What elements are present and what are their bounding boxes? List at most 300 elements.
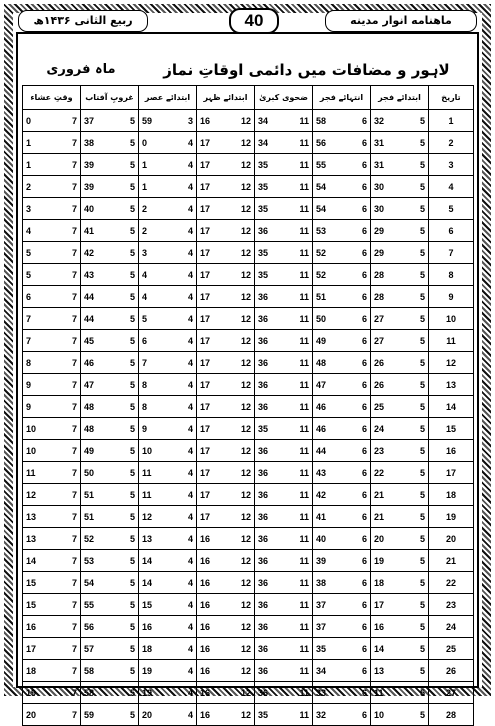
time-cell — [139, 352, 197, 374]
hour-value: 7 — [71, 379, 77, 390]
issue-label: ربیع الثانی ۱۴۳۶ھ — [18, 10, 148, 32]
minute-value: 44 — [84, 291, 95, 302]
date-cell: 6 — [429, 220, 474, 242]
hour-value: 5 — [129, 379, 135, 390]
col-header-isha: وقتِ عشاء — [23, 86, 81, 110]
minute-value: 53 — [316, 225, 327, 236]
hour-value: 12 — [240, 423, 251, 434]
hour-value: 11 — [299, 401, 309, 412]
page-title: لاہور و مضافات میں دائمی اوقاتِ نماز — [163, 61, 450, 79]
hour-value: 5 — [419, 709, 425, 720]
hour-value: 7 — [71, 357, 77, 368]
minute-value: 23 — [374, 445, 385, 456]
time-cell — [23, 330, 81, 352]
minute-value: 19 — [26, 687, 37, 698]
time-cell — [23, 264, 81, 286]
minute-value: 1 — [26, 159, 32, 170]
table-row — [23, 462, 474, 484]
hour-value: 5 — [419, 335, 425, 346]
hour-value: 5 — [419, 687, 425, 698]
minute-value: 39 — [84, 181, 95, 192]
date-cell: 27 — [429, 682, 474, 704]
table-row — [23, 242, 474, 264]
minute-value: 11 — [374, 687, 384, 698]
time-cell — [313, 176, 371, 198]
time-cell — [139, 682, 197, 704]
minute-value: 41 — [84, 225, 95, 236]
minute-value: 16 — [200, 555, 211, 566]
time-cell — [313, 418, 371, 440]
hour-value: 12 — [240, 203, 251, 214]
hour-value: 6 — [361, 687, 367, 698]
time-cell — [23, 638, 81, 660]
minute-value: 17 — [200, 159, 211, 170]
minute-value: 17 — [200, 511, 211, 522]
hour-value: 12 — [240, 115, 251, 126]
hour-value: 6 — [361, 357, 367, 368]
minute-value: 32 — [316, 709, 327, 720]
time-cell — [197, 330, 255, 352]
minute-value: 36 — [258, 621, 269, 632]
col-header-fajr-start: ابتدائے فجر — [371, 86, 429, 110]
time-cell — [23, 616, 81, 638]
hour-value: 5 — [419, 247, 425, 258]
time-cell — [313, 154, 371, 176]
minute-value: 1 — [26, 137, 32, 148]
minute-value: 45 — [84, 335, 95, 346]
hour-value: 12 — [240, 599, 251, 610]
date-cell: 12 — [429, 352, 474, 374]
minute-value: 58 — [84, 665, 95, 676]
minute-value: 9 — [26, 401, 32, 412]
hour-value: 11 — [299, 423, 309, 434]
hour-value: 5 — [129, 533, 135, 544]
time-cell — [23, 176, 81, 198]
minute-value: 17 — [200, 335, 211, 346]
minute-value: 17 — [200, 313, 211, 324]
table-row — [23, 286, 474, 308]
time-cell — [255, 418, 313, 440]
hour-value: 4 — [187, 489, 193, 500]
hour-value: 11 — [299, 225, 309, 236]
hour-value: 12 — [240, 533, 251, 544]
hour-value: 4 — [187, 467, 193, 478]
time-cell — [23, 110, 81, 132]
time-cell — [255, 110, 313, 132]
time-cell — [255, 308, 313, 330]
minute-value: 30 — [374, 203, 385, 214]
hour-value: 12 — [240, 181, 251, 192]
page-header — [16, 8, 479, 34]
hour-value: 11 — [299, 467, 309, 478]
time-cell — [255, 550, 313, 572]
time-cell — [81, 110, 139, 132]
hour-value: 5 — [419, 577, 425, 588]
time-cell — [23, 462, 81, 484]
table-row — [23, 484, 474, 506]
time-cell — [313, 264, 371, 286]
time-cell — [23, 242, 81, 264]
hour-value: 5 — [129, 401, 135, 412]
hour-value: 5 — [129, 555, 135, 566]
time-cell — [197, 308, 255, 330]
table-row — [23, 220, 474, 242]
minute-value: 36 — [258, 687, 269, 698]
time-cell — [255, 660, 313, 682]
minute-value: 20 — [142, 709, 153, 720]
time-cell — [23, 154, 81, 176]
time-cell — [371, 506, 429, 528]
date-cell: 5 — [429, 198, 474, 220]
minute-value: 55 — [84, 599, 95, 610]
table-row — [23, 264, 474, 286]
hour-value: 11 — [299, 621, 309, 632]
hour-value: 5 — [129, 687, 135, 698]
time-cell — [313, 660, 371, 682]
hour-value: 5 — [129, 489, 135, 500]
hour-value: 6 — [361, 203, 367, 214]
minute-value: 36 — [258, 533, 269, 544]
minute-value: 36 — [258, 467, 269, 478]
hour-value: 5 — [419, 401, 425, 412]
hour-value: 5 — [129, 643, 135, 654]
hour-value: 12 — [240, 335, 251, 346]
minute-value: 13 — [142, 533, 153, 544]
minute-value: 20 — [374, 533, 385, 544]
hour-value: 6 — [361, 115, 367, 126]
hour-value: 7 — [71, 467, 77, 478]
hour-value: 11 — [299, 269, 309, 280]
time-cell — [81, 660, 139, 682]
minute-value: 17 — [200, 291, 211, 302]
time-cell — [313, 616, 371, 638]
time-cell — [371, 660, 429, 682]
hour-value: 4 — [187, 401, 193, 412]
minute-value: 42 — [84, 247, 95, 258]
time-cell — [255, 374, 313, 396]
minute-value: 19 — [142, 665, 153, 676]
hour-value: 6 — [361, 423, 367, 434]
hour-value: 4 — [187, 313, 193, 324]
hour-value: 7 — [71, 533, 77, 544]
hour-value: 4 — [187, 643, 193, 654]
time-cell — [371, 198, 429, 220]
minute-value: 46 — [316, 423, 327, 434]
hour-value: 4 — [187, 533, 193, 544]
hour-value: 6 — [361, 379, 367, 390]
time-cell — [371, 484, 429, 506]
minute-value: 35 — [258, 247, 269, 258]
minute-value: 54 — [316, 181, 327, 192]
hour-value: 5 — [419, 291, 425, 302]
hour-value: 11 — [299, 665, 309, 676]
time-cell — [255, 264, 313, 286]
hour-value: 5 — [419, 423, 425, 434]
time-cell — [139, 704, 197, 726]
minute-value: 54 — [84, 577, 95, 588]
minute-value: 34 — [258, 115, 269, 126]
hour-value: 5 — [419, 159, 425, 170]
hour-value: 5 — [129, 335, 135, 346]
time-cell — [313, 396, 371, 418]
minute-value: 7 — [26, 335, 32, 346]
hour-value: 11 — [299, 181, 309, 192]
minute-value: 17 — [200, 467, 211, 478]
hour-value: 4 — [187, 665, 193, 676]
minute-value: 59 — [84, 709, 95, 720]
time-cell — [23, 484, 81, 506]
minute-value: 7 — [142, 357, 148, 368]
time-cell — [81, 132, 139, 154]
hour-value: 5 — [129, 511, 135, 522]
hour-value: 4 — [187, 709, 193, 720]
minute-value: 17 — [200, 401, 211, 412]
hour-value: 5 — [129, 357, 135, 368]
minute-value: 17 — [374, 599, 385, 610]
minute-value: 35 — [258, 269, 269, 280]
table-row — [23, 110, 474, 132]
hour-value: 11 — [299, 137, 309, 148]
minute-value: 2 — [142, 203, 148, 214]
minute-value: 27 — [374, 335, 385, 346]
minute-value: 51 — [84, 489, 95, 500]
time-cell — [197, 418, 255, 440]
hour-value: 6 — [361, 335, 367, 346]
hour-value: 11 — [299, 115, 309, 126]
hour-value: 5 — [129, 247, 135, 258]
hour-value: 5 — [129, 665, 135, 676]
minute-value: 1 — [142, 159, 148, 170]
hour-value: 6 — [361, 533, 367, 544]
time-cell — [81, 396, 139, 418]
date-cell: 11 — [429, 330, 474, 352]
hour-value: 7 — [71, 489, 77, 500]
month-label: ماہ فروری — [46, 62, 116, 77]
minute-value: 17 — [200, 379, 211, 390]
time-cell — [81, 176, 139, 198]
hour-value: 11 — [299, 291, 309, 302]
hour-value: 5 — [129, 269, 135, 280]
hour-value: 7 — [71, 643, 77, 654]
hour-value: 7 — [71, 269, 77, 280]
hour-value: 11 — [299, 709, 309, 720]
minute-value: 30 — [374, 181, 385, 192]
minute-value: 47 — [84, 379, 95, 390]
time-cell — [371, 616, 429, 638]
time-cell — [81, 440, 139, 462]
hour-value: 4 — [187, 291, 193, 302]
time-cell — [371, 550, 429, 572]
hour-value: 7 — [71, 445, 77, 456]
hour-value: 5 — [419, 379, 425, 390]
time-cell — [81, 528, 139, 550]
minute-value: 35 — [316, 643, 327, 654]
minute-value: 56 — [84, 621, 95, 632]
hour-value: 11 — [299, 203, 309, 214]
time-cell — [197, 154, 255, 176]
hour-value: 6 — [361, 709, 367, 720]
minute-value: 34 — [258, 137, 269, 148]
hour-value: 11 — [299, 313, 309, 324]
minute-value: 16 — [200, 115, 211, 126]
hour-value: 12 — [240, 445, 251, 456]
time-cell — [139, 506, 197, 528]
hour-value: 7 — [71, 335, 77, 346]
date-cell: 28 — [429, 704, 474, 726]
time-cell — [197, 550, 255, 572]
minute-value: 36 — [258, 665, 269, 676]
table-row — [23, 132, 474, 154]
time-cell — [371, 264, 429, 286]
hour-value: 5 — [129, 203, 135, 214]
minute-value: 47 — [316, 379, 327, 390]
hour-value: 11 — [299, 247, 309, 258]
date-cell: 14 — [429, 396, 474, 418]
hour-value: 6 — [361, 137, 367, 148]
hour-value: 5 — [129, 467, 135, 478]
time-cell — [313, 462, 371, 484]
time-cell — [81, 682, 139, 704]
hour-value: 12 — [240, 621, 251, 632]
minute-value: 36 — [258, 511, 269, 522]
time-cell — [81, 506, 139, 528]
date-cell: 13 — [429, 374, 474, 396]
time-cell — [81, 242, 139, 264]
minute-value: 48 — [84, 423, 95, 434]
hour-value: 7 — [71, 291, 77, 302]
hour-value: 5 — [419, 643, 425, 654]
hour-value: 12 — [240, 225, 251, 236]
hour-value: 6 — [361, 467, 367, 478]
date-cell: 2 — [429, 132, 474, 154]
time-cell — [371, 154, 429, 176]
hour-value: 12 — [240, 247, 251, 258]
hour-value: 12 — [240, 709, 251, 720]
minute-value: 37 — [316, 621, 327, 632]
time-cell — [81, 462, 139, 484]
minute-value: 44 — [84, 313, 95, 324]
time-cell — [81, 330, 139, 352]
minute-value: 13 — [374, 665, 385, 676]
hour-value: 12 — [240, 357, 251, 368]
time-cell — [313, 132, 371, 154]
time-cell — [371, 440, 429, 462]
time-cell — [371, 110, 429, 132]
hour-value: 7 — [71, 247, 77, 258]
time-cell — [139, 528, 197, 550]
time-cell — [371, 418, 429, 440]
title-row — [22, 58, 473, 82]
minute-value: 4 — [142, 269, 148, 280]
minute-value: 52 — [316, 247, 327, 258]
time-cell — [255, 132, 313, 154]
minute-value: 18 — [26, 665, 37, 676]
minute-value: 19 — [142, 687, 153, 698]
hour-value: 6 — [361, 555, 367, 566]
table-row — [23, 682, 474, 704]
hour-value: 5 — [129, 181, 135, 192]
minute-value: 49 — [316, 335, 327, 346]
time-cell — [197, 572, 255, 594]
hour-value: 5 — [129, 621, 135, 632]
time-cell — [81, 704, 139, 726]
prayer-times-table — [22, 85, 474, 726]
time-cell — [81, 638, 139, 660]
date-cell: 18 — [429, 484, 474, 506]
minute-value: 14 — [142, 555, 153, 566]
minute-value: 26 — [374, 357, 385, 368]
minute-value: 15 — [26, 577, 37, 588]
minute-value: 17 — [200, 137, 211, 148]
time-cell — [139, 660, 197, 682]
hour-value: 5 — [419, 533, 425, 544]
time-cell — [197, 110, 255, 132]
time-cell — [23, 220, 81, 242]
hour-value: 12 — [240, 511, 251, 522]
table-row — [23, 330, 474, 352]
minute-value: 46 — [316, 401, 327, 412]
minute-value: 3 — [142, 247, 148, 258]
hour-value: 5 — [129, 599, 135, 610]
hour-value: 12 — [240, 555, 251, 566]
minute-value: 17 — [200, 225, 211, 236]
time-cell — [371, 682, 429, 704]
time-cell — [255, 154, 313, 176]
time-cell — [371, 528, 429, 550]
date-cell: 9 — [429, 286, 474, 308]
date-cell: 3 — [429, 154, 474, 176]
minute-value: 5 — [26, 269, 32, 280]
minute-value: 10 — [374, 709, 385, 720]
hour-value: 6 — [361, 401, 367, 412]
table-row — [23, 352, 474, 374]
hour-value: 7 — [71, 159, 77, 170]
hour-value: 6 — [361, 181, 367, 192]
time-cell — [197, 594, 255, 616]
time-cell — [371, 374, 429, 396]
minute-value: 17 — [200, 181, 211, 192]
hour-value: 4 — [187, 555, 193, 566]
time-cell — [255, 528, 313, 550]
hour-value: 12 — [240, 401, 251, 412]
minute-value: 5 — [26, 247, 32, 258]
time-cell — [23, 704, 81, 726]
table-row — [23, 704, 474, 726]
date-cell: 10 — [429, 308, 474, 330]
table-row — [23, 616, 474, 638]
hour-value: 4 — [187, 379, 193, 390]
time-cell — [81, 594, 139, 616]
time-cell — [197, 528, 255, 550]
time-cell — [313, 110, 371, 132]
time-cell — [313, 242, 371, 264]
minute-value: 15 — [26, 599, 37, 610]
col-header-fajr-end: انتہائے فجر — [313, 86, 371, 110]
minute-value: 4 — [142, 291, 148, 302]
hour-value: 12 — [240, 291, 251, 302]
hour-value: 11 — [299, 159, 309, 170]
minute-value: 55 — [316, 159, 327, 170]
time-cell — [313, 308, 371, 330]
hour-value: 4 — [187, 423, 193, 434]
time-cell — [197, 176, 255, 198]
minute-value: 36 — [258, 555, 269, 566]
hour-value: 5 — [419, 555, 425, 566]
minute-value: 1 — [142, 181, 148, 192]
time-cell — [197, 660, 255, 682]
time-cell — [255, 682, 313, 704]
date-cell: 1 — [429, 110, 474, 132]
